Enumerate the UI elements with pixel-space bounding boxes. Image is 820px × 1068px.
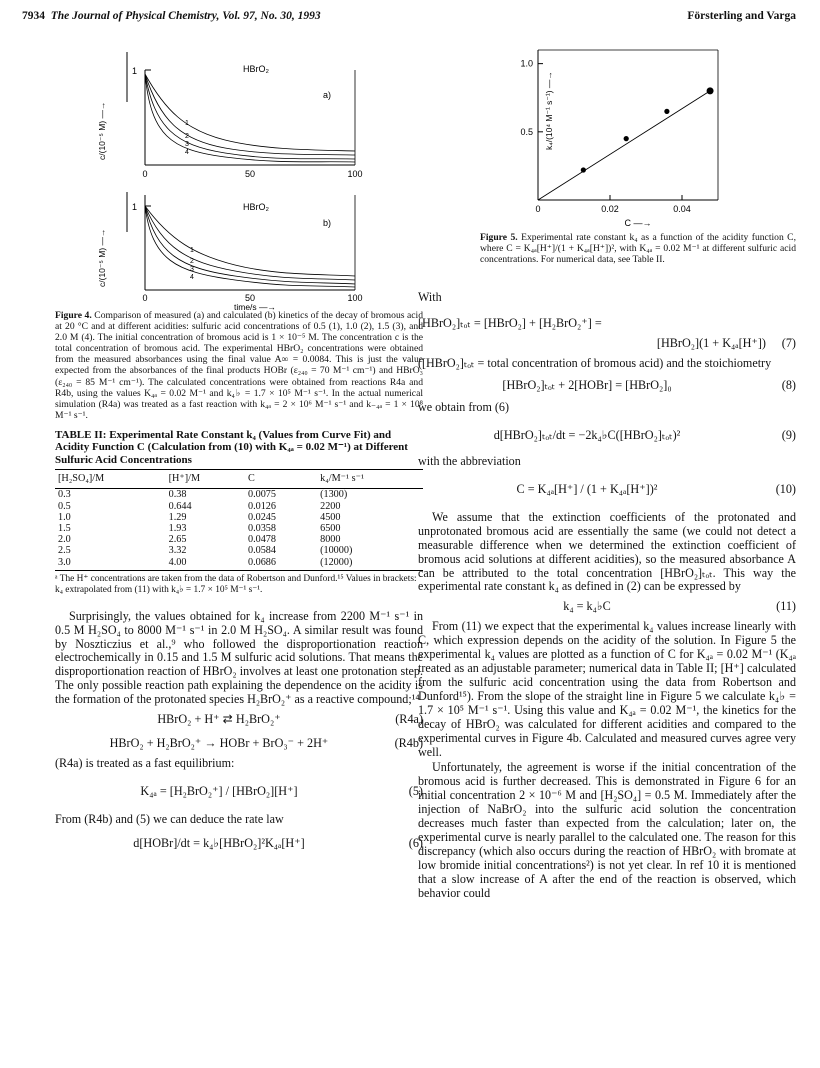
table-row [55,534,423,545]
table-cell: 4500 [320,511,341,523]
table-cell: 8000 [320,534,341,546]
fig4b-ytick: 1 [131,202,137,212]
table-cell: 4.00 [166,557,245,571]
table-cell: 3.0 [55,557,166,571]
fig4a-curve-label-2: 2 [185,133,189,140]
table-cell: 0.0126 [247,500,276,512]
table-cell: 0.3 [58,489,71,501]
fig5-ticks [538,64,682,200]
table-row [55,489,423,501]
fig4b-xtick-100: 100 [347,293,363,303]
fig4a-curve-label-4: 4 [185,149,189,156]
table-cell: (10000) [320,545,353,557]
table-cell: 1.0 [58,511,71,523]
table-row [55,557,423,571]
fig4a-xtick-50: 50 [244,169,256,179]
reaction-r4a [55,709,423,733]
reaction-r4b [55,733,423,757]
body-paragraph: Surprisingly, the values obtained for k₄ increase from 2200 M⁻¹ s⁻¹ in 0.5 M H₂SO₄ to 8000 M⁻¹ s⁻¹ in 2.0 M H₂SO₄. A similar result was found by Noszticzius et al.,⁹ who followed the disproportionation reaction electrochemically in 0.15 and 1.5 M sulfuric acid solutions. That means the disproportionation reaction of HBrO₂ involves at least one protonation step. The only possible reaction path explaining the dependence on the acidity is the formation of the protonated species H₂BrO₂⁺ as a reactive compound;¹⁴ [55,608,423,707]
table-cell: 0.0686 [245,557,317,571]
figure-5-caption [480,232,796,265]
fig4a-species: HBrO₂ [243,64,269,74]
fig5-xtick-label: 0 [535,204,541,214]
fig4a-panel-label: a) [323,90,332,100]
left-column [55,40,423,859]
figure-4 [75,40,395,310]
equation-text: [HBrO₂](1 + K₄ₐ[H⁺]) [656,336,766,351]
table-cell: 2.0 [58,534,71,546]
equation-number: (8) [781,378,796,393]
fig5-data-point [707,87,714,94]
table-cell: 2.5 [58,545,71,557]
header-left [22,10,321,22]
table-cell: 0.38 [168,489,187,501]
table-cell: 0.644 [168,500,192,512]
figure-4-caption [55,310,423,421]
fig4b-curve-label-2: 2 [190,258,194,265]
fig5-axes [538,50,718,200]
body-paragraph: With [418,290,442,305]
body-paragraph: From (R4b) and (5) we can deduce the rate law [55,812,284,827]
body-paragraph: (R4a) is treated as a fast equilibrium: [55,756,235,771]
reaction-number: (R4b) [394,736,423,751]
equation-number: (11) [776,599,796,614]
fig4b-xtick-50: 50 [244,293,256,303]
fig4a-curve-3 [145,74,355,159]
header-authors: Försterling and Varga [687,10,796,22]
figure-4-panel-a [97,52,363,179]
equation-text: [HBrO₂]ₜₒₜ + 2[HOBr] = [HBrO₂]₀ [502,378,672,393]
fig5-xtick-label: 0.02 [601,204,619,214]
fig5-data-point [624,136,629,141]
table-header-row [55,470,423,489]
equation-9 [418,417,796,455]
equation-number: (6) [408,835,423,850]
fig4b-curve-label-3: 3 [190,266,194,273]
fig5-data-point [664,109,669,114]
fig5-ylabel: k₄/(10⁴ M⁻¹ s⁻¹) —→ [544,71,554,150]
table-header: [H₂SO₄]/M [55,470,166,489]
table-cell: 1.93 [168,522,187,534]
table-cell: 3.32 [168,545,187,557]
table-cell: (12000) [317,557,423,571]
table-cell: 6500 [320,522,341,534]
fig4b-species: HBrO₂ [243,202,269,212]
figure-4-panel-b [97,192,363,310]
body-paragraph: Unfortunately, the agreement is worse if the initial concentration of the bromous acid is further decreased. This is demonstrated in Figure 6 for an initial concentration 2 × 10⁻⁶ M and [H₂SO₄] = 0.5 M. Immediately after the injection of NaBrO₂ into the sulfuric acid solution the concentration decreases much faster than expected from the calculation; later on, the experimental curve is nearly parallel to the calculated one. The reason for this discrepancy (which also occurs during the reaction of HBrO₂ with bromate at low bromide initial concentrations²) is not yet clear. In ref 10 it is mentioned that a slow increase of A after the end of the reaction is observed, which behavior could [418,760,796,900]
journal-title: The Journal of Physical Chemistry, Vol. 97, No. 30, 1993 [50,10,321,22]
fig5-data-point [581,167,586,172]
table-cell: 2200 [320,500,341,512]
figure-5-caption-text: Experimental rate constant k₄ as a function of the acidity function C, where C = K₄ₐ[H⁺]/(1 + K₄ₐ[H⁺])², with K₄ₐ = 0.02 M⁻¹ at different sulfuric acid concentrations. For numerical data, see Table II. [480,232,796,266]
fig4-xlabel: time/s —→ [233,302,277,310]
page-number: 7934 [22,10,45,22]
fig4b-panel-label: b) [323,218,332,228]
equation-10 [418,471,796,511]
table-header: C [245,470,317,489]
reaction-text: HBrO₂ + H₂BrO₂⁺ → HOBr + BrO₃⁻ + 2H⁺ [109,736,329,751]
fig4a-xtick-0: 0 [142,169,148,179]
fig4a-xtick-100: 100 [347,169,363,179]
body-paragraph: we obtain from (6) [418,400,510,415]
figure-5-caption-label: Figure 5. [480,232,518,243]
body-paragraph: with the abbreviation [418,454,521,468]
table-cell: (1300) [320,489,348,501]
equation-number: (7) [781,336,796,351]
equation-number: (5) [408,784,423,799]
equation-7-line-2 [418,333,796,357]
body-paragraph: From (11) we expect that the experimental k₄ values increase linearly with C, which expression depends on the acidity of the solution. In Figure 5 the experimental k₄ values are plotted as a function of C for K₄ₐ = 0.02 M⁻¹ (K₄ₐ treated as an adjustable parameter; numerical data in Table II; [H⁺] calculated from the sulfuric acid concentration using the data from Robertson and Dunford¹⁵). From the slope of the straight line in Figure 5 we calculate k₄♭ = 1.7 × 10⁵ M⁻¹ s⁻¹. Using this value and K₄ₐ = 0.02 M⁻¹, the kinetics for the decay of HBrO₂ was calculated for different acidities and compared to the experimental curves in Figure 4b. Calculated and measured curves agree very well. [418,619,796,759]
table-row [55,545,423,556]
figure-4-caption-text: Comparison of measured (a) and calculated (b) kinetics of the decay of bromous acid at 20 °C and at different acidities: sulfuric acid concentrations of 0.5 (1), 1.0 (2), 1.5 (3), and 2.0 M (4). The initial concentration of bromous acid is 1 × 10⁻⁵ M. The concentration c is the total concentration of bromous acid. The experimental HBrO₂ concentrations were obtained from the measured absorbances using the final value A∞ = 0.0084. This is just the value expected from the absorbances of the final products HOBr (ε₂₄₀ = 70 M⁻¹ cm⁻¹) and HBrO₃ (ε₂₄₀ = 85 M⁻¹ cm⁻¹). The calculated concentrations were obtained from reactions R4a and R4b, using the values K₄ₐ = 0.02 M⁻¹ and k₄♭ = 1.7 × 10⁵ M⁻¹ s⁻¹. In the actual numerical simulation (R4a) was treated as a fast reaction with k₄ₐ = 2 × 10⁶ M⁻¹ s⁻¹ and k₋₄ₐ = 1 × 10⁸ M⁻¹ s⁻¹. [55,310,423,421]
fig5-ytick-label: 0.5 [520,126,533,137]
equation-text: d[HOBr]/dt = k₄♭[HBrO₂]²K₄ₐ[H⁺] [133,835,305,850]
fig4b-curve-label-4: 4 [190,274,194,281]
table-2-footnote: ᵃ The H⁺ concentrations are taken from the data of Robertson and Dunford.¹⁵ Values in brackets: k₄ extrapolated from (11) with k₄♭ = 1.7 × 10⁵ M⁻¹ s⁻¹. [55,573,417,595]
equation-7-line-1 [418,313,796,333]
equation-text: K₄ₐ = [H₂BrO₂⁺] / [HBrO₂][H⁺] [140,784,298,799]
equation-number: (9) [781,428,796,442]
equation-text: C = K₄ₐ[H⁺] / (1 + K₄ₐ[H⁺])² [516,481,658,496]
table-cell: 0.0358 [247,522,276,534]
reaction-text: HBrO₂ + H⁺ ⇄ H₂BrO₂⁺ [157,712,281,727]
fig4a-curve-label-3: 3 [185,141,189,148]
reaction-number: (R4a) [395,712,423,727]
table-cell: 2.65 [168,534,187,546]
table-cell: 1.5 [58,522,71,534]
fig4a-ytick: 1 [131,66,137,76]
fig4a-curve-1 [145,74,355,151]
body-paragraph: We assume that the extinction coefficients of the protonated and unprotonated bromous acid are essentially the same (we could not detect a measurable difference when we determined the extinction coefficient of bromous acid solutions at different acidities), so the measured absorbance A can be attributed to the total concentration [HBrO₂]ₜₒₜ. This way the experimental rate constant k₄ as defined in (2) can be expressed by [418,509,796,594]
right-column [418,40,796,902]
fig4a-curve-2 [145,74,355,155]
table-header: [H⁺]/M [166,470,245,489]
equation-11 [418,596,796,620]
table-cell: 0.0075 [247,489,276,501]
fig5-xtick-label: 0.04 [673,204,691,214]
equation-text: d[HBrO₂]ₜₒₜ/dt = −2k₄♭C([HBrO₂]ₜₒₜ)² [493,428,681,442]
table-2 [55,469,423,570]
table-row [55,512,423,523]
equation-8 [418,373,796,401]
fig5-ytick-label: 1.0 [520,58,533,69]
table-cell: 0.5 [58,500,71,512]
figure-4-caption-label: Figure 4. [55,310,92,321]
table-cell: 0.0245 [247,511,276,523]
table-cell: 0.0584 [247,545,276,557]
table-2-title: TABLE II: Experimental Rate Constant k₄ (Values from Curve Fit) and Acidity Function C (Calculation from (10) with K₄ₐ = 0.02 M⁻¹) at Different Sulfuric Acid Concentrations [55,428,408,466]
figure-5 [478,40,738,228]
fig4b-curve-label-1: 1 [190,247,194,254]
table-header: k₄/M⁻¹ s⁻¹ [317,470,423,489]
fig4a-ylabel: c/(10⁻⁵ M) —→ [97,101,107,160]
equation-6 [55,829,423,859]
fig4a-curve-label-1: 1 [185,120,189,127]
equation-number: (10) [775,481,796,496]
table-cell: 1.29 [168,511,187,523]
table-row [55,523,423,534]
page-header [22,10,796,30]
fig4b-xtick-0: 0 [142,293,148,303]
fig4b-ylabel: c/(10⁻⁵ M) —→ [97,228,107,287]
fig4a-curve-4 [145,74,355,162]
equation-text: [HBrO₂]ₜₒₜ = [HBrO₂] + [H₂BrO₂⁺] = [418,316,602,331]
fig4b-curve-1 [145,206,355,276]
table-cell: 0.0478 [247,534,276,546]
equation-text: k₄ = k₄♭C [563,599,611,614]
equation-5 [55,773,423,813]
fig5-xlabel: C —→ [624,218,652,228]
body-paragraph: ([HBrO₂]ₜₒₜ = total concentration of bromous acid) and the stoichiometry [418,356,772,371]
table-row [55,501,423,512]
fig5-fit-line [538,91,710,200]
